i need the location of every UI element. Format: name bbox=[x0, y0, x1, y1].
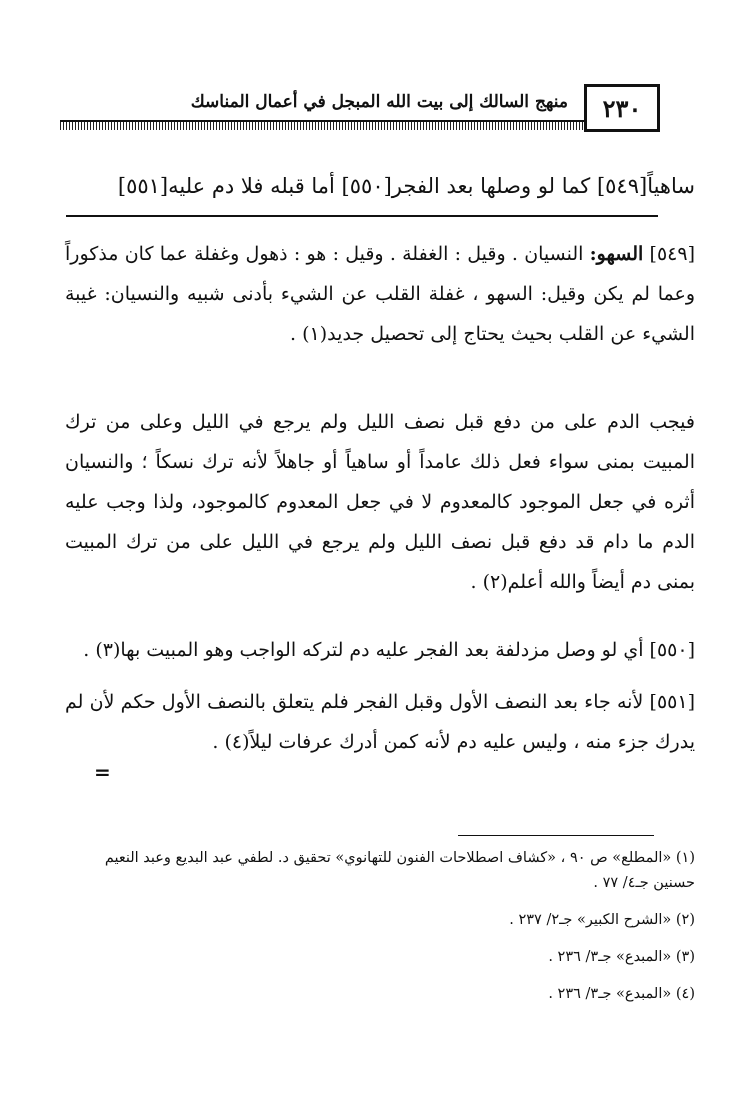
note-550-label: [٥٥٠] bbox=[649, 639, 695, 661]
note-550-text: أي لو وصل مزدلفة بعد الفجر عليه دم لتركه الواجب وهو المبيت بها(٣) . bbox=[83, 639, 644, 661]
note-550 bbox=[65, 630, 695, 670]
note-551 bbox=[65, 682, 695, 762]
note-549-label: [٥٤٩] bbox=[649, 243, 695, 265]
page-number: ٢٣٠ bbox=[584, 84, 660, 132]
main-text-rule bbox=[66, 215, 658, 217]
note-549 bbox=[65, 234, 695, 354]
header-rule bbox=[60, 120, 584, 130]
footnote-1: (١) «المطلع» ص ٩٠ ، «كشاف اصطلاحات الفنون للتهانوي» تحقيق د. لطفي عبد البديع وعبد النعيم حسنين جـ٤/ ٧٧ . bbox=[104, 850, 695, 891]
main-text-line: ساهياً[٥٤٩] كما لو وصلها بعد الفجر[٥٥٠] أما قبله فلا دم عليه[٥٥١] bbox=[117, 174, 695, 198]
page-header bbox=[60, 84, 660, 140]
note-549-text: النسيان . وقيل : الغفلة . وقيل : هو : ذهول وغفلة عما كان مذكوراً وعما لم يكن وقيل: السهو ، غفلة القلب عن الشيء بأدنى شبيه والنسيان: غيبة الشيء عن القلب بحيث يحتاج إلى تحصيل جديد(١) . bbox=[65, 243, 695, 345]
note-551-text: لأنه جاء بعد النصف الأول وقبل الفجر فلم يتعلق بالنصف الأول حكم لأن لم يدرك جزء منه ، وليس عليه دم لأنه كمن أدرك عرفات ليلاً(٤) . bbox=[65, 691, 695, 753]
continuation-mark: = bbox=[94, 760, 111, 784]
note-549-continuation: فيجب الدم على من دفع قبل نصف الليل ولم يرجع في الليل وعلى من ترك المبيت بمنى سواء فعل ذلك عامداً أو ساهياً أو جاهلاً لأنه ترك نسكاً ؛ والنسيان أثره في جعل الموجود كالمعدوم لا في جعل المعدوم كالموجود، ولذا وجب عليه الدم ما دام قد دفع قبل نصف الليل ولم يرجع في الليل على من ترك المبيت بمنى دم أيضاً والله أعلم(٢) . bbox=[65, 411, 695, 593]
footnote-4: (٤) «المبدع» جـ٣/ ٢٣٦ . bbox=[548, 986, 695, 1002]
note-551-label: [٥٥١] bbox=[649, 691, 695, 713]
footnote-3: (٣) «المبدع» جـ٣/ ٢٣٦ . bbox=[548, 949, 695, 965]
footnotes bbox=[65, 846, 695, 1019]
footnote-2: (٢) «الشرح الكبير» جـ٢/ ٢٣٧ . bbox=[509, 912, 695, 928]
running-title: منهج السالك إلى بيت الله المبجل في أعمال المناسك bbox=[190, 92, 568, 112]
note-549-term: السهو: bbox=[589, 243, 644, 265]
footnote-rule bbox=[458, 835, 654, 836]
